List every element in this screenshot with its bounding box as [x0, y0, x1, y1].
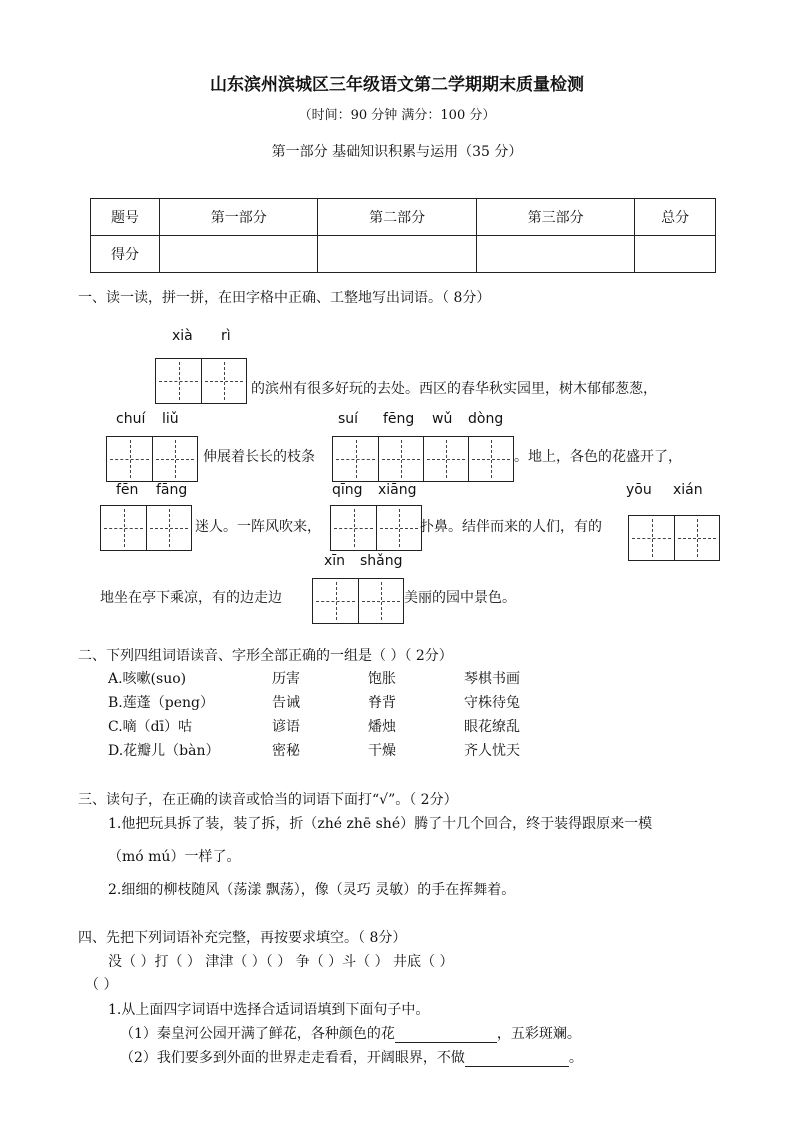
answer-blank[interactable]: [395, 1026, 497, 1043]
q2-word: 密秘: [272, 743, 300, 759]
pinyin: xiāng: [378, 482, 417, 498]
score-input-cell[interactable]: [318, 236, 476, 273]
score-header-cell: 第一部分: [160, 199, 318, 236]
q1-title: 一、读一读，拼一拼，在田字格中正确、工整地写出词语。（ 8分）: [78, 290, 491, 306]
q3-sentence: （mó mú）一样了。: [108, 849, 241, 865]
tianzige-grid[interactable]: [106, 436, 198, 482]
pinyin: liǔ: [162, 411, 179, 427]
q3-sentence: 2.细细的柳枝随风（荡漾 飘荡），像（灵巧 灵敏）的手在挥舞着。: [108, 882, 516, 898]
tianzige-grid[interactable]: [628, 515, 720, 561]
score-header-cell: 第三部分: [476, 199, 634, 236]
tianzige-grid[interactable]: [330, 505, 422, 551]
q4-idioms: 没（ ）打（ ） 津津（ ）（ ） 争（ ）斗（ ） 井底（ ）: [108, 954, 454, 970]
q2-word: 齐人忧天: [464, 743, 520, 759]
q2-option: C.嘀（dī）咕: [108, 719, 193, 735]
score-table-header-row: [91, 199, 716, 236]
q2-word: 守株待兔: [464, 695, 520, 711]
part-heading: 第一部分 基础知识积累与运用（35 分）: [271, 144, 523, 160]
pinyin: xián: [673, 482, 703, 498]
pinyin: fāng: [156, 482, 188, 498]
q4-idioms-continued: （ ）: [85, 977, 118, 993]
answer-blank[interactable]: [465, 1050, 569, 1067]
score-input-cell[interactable]: [635, 236, 716, 273]
score-header-cell: 题号: [91, 199, 160, 236]
q4-title: 四、先把下列词语补充完整，再按要求填空。（ 8分）: [78, 930, 407, 946]
q2-word: 告诫: [272, 695, 300, 711]
score-row-label: 得分: [91, 236, 160, 273]
sentence-text: （1）秦皇河公园开满了鲜花，各种颜色的花: [120, 1026, 395, 1042]
q1-text: 扑鼻。结伴而来的人们，有的: [420, 519, 602, 535]
score-input-cell[interactable]: [160, 236, 318, 273]
q1-text: 伸展着长长的枝条: [203, 449, 315, 465]
pinyin: wǔ: [432, 411, 453, 427]
q2-word: 燔烛: [368, 719, 396, 735]
q2-word: 谚语: [272, 719, 300, 735]
q2-word: 饱胀: [368, 671, 396, 687]
pinyin: fēn: [116, 482, 139, 498]
sentence-text: ，五彩斑斓。: [496, 1026, 581, 1042]
q4-fill-sentence: [120, 1023, 581, 1043]
pinyin: xīn: [324, 553, 346, 569]
exam-info: （时间：90 分钟 满分：100 分）: [298, 108, 496, 123]
q3-sentence: 1.他把玩具拆了装，装了拆，折（zhé zhē shé）腾了十几个回合，终于装得跟原来一模: [108, 816, 653, 832]
pinyin: yōu: [626, 482, 652, 498]
pinyin: chuí: [116, 411, 146, 427]
q2-title: 二、下列四组词语读音、字形全部正确的一组是（ ）（ 2分）: [78, 648, 453, 664]
tianzige-grid[interactable]: [332, 436, 514, 482]
q2-word: 干燥: [368, 743, 396, 759]
q3-title: 三、读句子，在正确的读音或恰当的词语下面打“√”。（ 2分）: [78, 792, 458, 808]
q1-text: 美丽的园中景色。: [404, 590, 516, 606]
tianzige-grid[interactable]: [100, 505, 192, 551]
score-input-cell[interactable]: [476, 236, 634, 273]
q2-word: 历害: [272, 671, 300, 687]
sentence-text: 。: [568, 1050, 583, 1066]
score-table-score-row: [91, 236, 716, 273]
pinyin: qīng: [332, 482, 363, 498]
pinyin: shǎng: [360, 553, 403, 569]
q2-word: 琴棋书画: [464, 671, 520, 687]
score-header-cell: 第二部分: [318, 199, 476, 236]
q2-word: 脊背: [368, 695, 396, 711]
score-header-cell: 总分: [635, 199, 716, 236]
pinyin: dòng: [468, 411, 504, 427]
q1-text: 地坐在亭下乘凉，有的边走边: [100, 590, 282, 606]
score-table: [90, 198, 716, 273]
q4-subquestion: 1.从上面四字词语中选择合适词语填到下面句子中。: [108, 1002, 430, 1018]
tianzige-grid[interactable]: [312, 578, 404, 624]
q2-word: 眼花缭乱: [464, 719, 520, 735]
q1-text: 的滨州有很多好玩的去处。西区的春华秋实园里，树木郁郁葱葱，: [251, 381, 657, 397]
q4-fill-sentence: [120, 1047, 583, 1067]
q1-text: 。地上，各色的花盛开了，: [514, 449, 682, 465]
sentence-text: （2）我们要多到外面的世界走走看看，开阔眼界，不做: [120, 1050, 465, 1066]
pinyin: rì: [221, 328, 231, 344]
q2-option: B.莲蓬（peng）: [108, 695, 214, 711]
q2-option: D.花瓣儿（bàn）: [108, 743, 220, 759]
pinyin: fēng: [383, 411, 415, 427]
pinyin: suí: [338, 411, 359, 427]
q1-text: 迷人。一阵风吹来，: [195, 519, 321, 535]
pinyin: xià: [172, 328, 193, 344]
q2-option: A.咳嗽(suo): [108, 671, 187, 687]
page-title: 山东滨州滨城区三年级语文第二学期期末质量检测: [210, 75, 584, 95]
tianzige-grid[interactable]: [155, 358, 247, 404]
